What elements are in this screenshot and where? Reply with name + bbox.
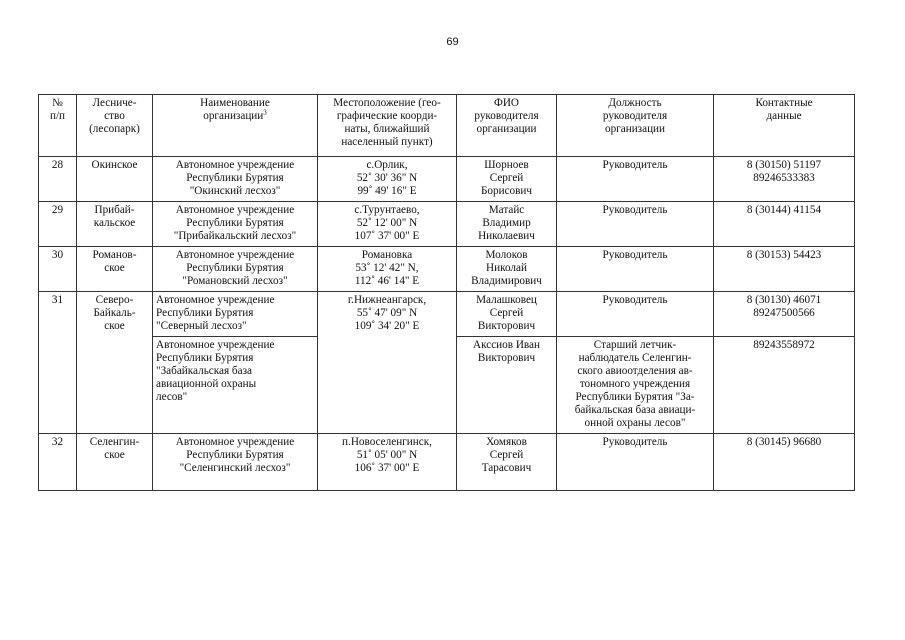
cell-head-name: Шорноев Сергей Борисович <box>457 157 557 202</box>
table-header-row <box>39 95 855 157</box>
forestry-organizations-table <box>38 94 855 491</box>
cell-org: Автономное учреждение Республики Бурятия "Окинский лесхоз" <box>153 157 318 202</box>
cell-org: Автономное учреждение Республики Бурятия "Селенгинский лесхоз" <box>153 434 318 491</box>
cell-head-name: Малашковец Сергей Викторович <box>457 292 557 337</box>
cell-contacts: 8 (30153) 54423 <box>714 247 855 292</box>
cell-head-name: Акссиов Иван Викторович <box>457 337 557 434</box>
cell-location: с.Орлик, 52˚ 30' 36" N 99˚ 49' 16" E <box>318 157 457 202</box>
header-forestry: Лесниче- ство (лесопарк) <box>77 95 153 157</box>
cell-head-name: Молоков Николай Владимирович <box>457 247 557 292</box>
cell-location: г.Нижнеангарск, 55˚ 47' 09" N 109˚ 34' 20" E <box>318 292 457 434</box>
header-location: Местоположение (гео- графические коорди- наты, ближайший населенный пункт) <box>318 95 457 157</box>
page-number: 69 <box>446 36 459 48</box>
cell-num: 28 <box>39 157 77 202</box>
cell-org: Автономное учреждение Республики Бурятия "Забайкальская база авиационной охраны лесов" <box>153 337 318 434</box>
cell-num: 32 <box>39 434 77 491</box>
cell-forestry: Окинское <box>77 157 153 202</box>
cell-position: Руководитель <box>557 292 714 337</box>
cell-contacts: 8 (30145) 96680 <box>714 434 855 491</box>
cell-forestry: Селенгин- ское <box>77 434 153 491</box>
cell-org: Автономное учреждение Республики Бурятия "Северный лесхоз" <box>153 292 318 337</box>
cell-forestry: Романов- ское <box>77 247 153 292</box>
cell-contacts: 8 (30150) 51197 89246533383 <box>714 157 855 202</box>
header-head-name: ФИО руководителя организации <box>457 95 557 157</box>
cell-position: Руководитель <box>557 157 714 202</box>
cell-location: с.Турунтаево, 52˚ 12' 00" N 107˚ 37' 00" E <box>318 202 457 247</box>
cell-num: 29 <box>39 202 77 247</box>
cell-forestry: Северо- Байкаль- ское <box>77 292 153 434</box>
table-row <box>39 434 855 491</box>
table-row <box>39 292 855 337</box>
cell-org: Автономное учреждение Республики Бурятия "Романовский лесхоз" <box>153 247 318 292</box>
cell-contacts: 8 (30144) 41154 <box>714 202 855 247</box>
table-row <box>39 157 855 202</box>
cell-position: Руководитель <box>557 434 714 491</box>
header-org-footnote: 3 <box>263 108 267 117</box>
cell-num: 31 <box>39 292 77 434</box>
table-row <box>39 247 855 292</box>
header-num: № п/п <box>39 95 77 157</box>
cell-position: Руководитель <box>557 202 714 247</box>
cell-head-name: Хомяков Сергей Тарасович <box>457 434 557 491</box>
cell-location: Романовка 53˚ 12' 42" N, 112˚ 46' 14" E <box>318 247 457 292</box>
header-org-label: Наименование организации <box>200 97 270 122</box>
cell-position: Старший летчик- наблюдатель Селенгин- ского авиоотделения ав- тономного учреждения Республики Бурятия "За- байкальская база авиаци- онной охраны лесов" <box>557 337 714 434</box>
header-position: Должность руководителя организации <box>557 95 714 157</box>
header-contacts: Контактные данные <box>714 95 855 157</box>
cell-contacts: 89243558972 <box>714 337 855 434</box>
cell-position: Руководитель <box>557 247 714 292</box>
cell-head-name: Матайс Владимир Николаевич <box>457 202 557 247</box>
cell-contacts: 8 (30130) 46071 89247500566 <box>714 292 855 337</box>
header-org <box>153 95 318 157</box>
cell-num: 30 <box>39 247 77 292</box>
table-row <box>39 202 855 247</box>
cell-forestry: Прибай- кальское <box>77 202 153 247</box>
cell-org: Автономное учреждение Республики Бурятия "Прибайкальский лесхоз" <box>153 202 318 247</box>
cell-location: п.Новоселенгинск, 51˚ 05' 00" N 106˚ 37' 00" E <box>318 434 457 491</box>
